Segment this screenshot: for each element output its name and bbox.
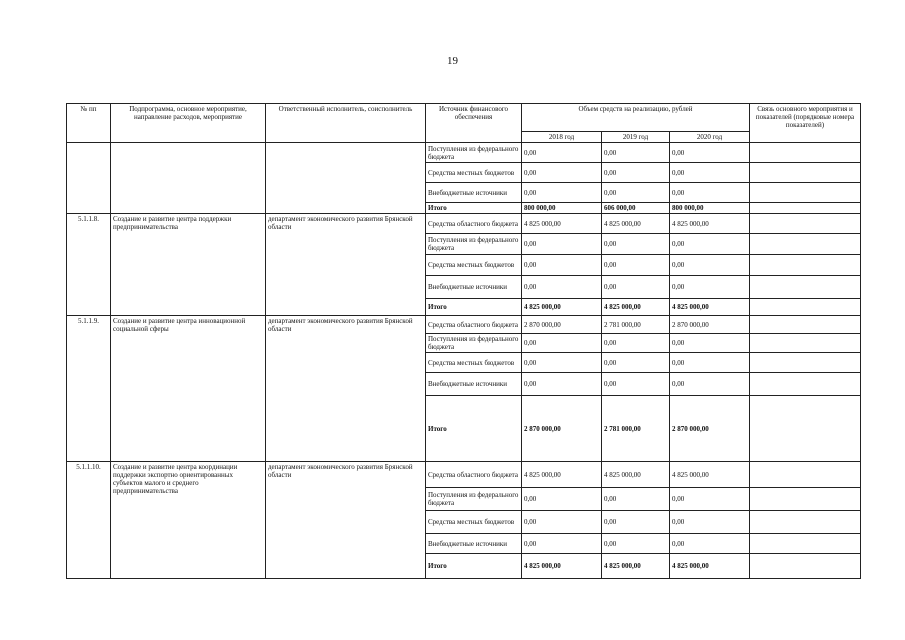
value-cell: 0,00 (522, 511, 602, 534)
program-cell (111, 143, 266, 214)
value-cell: 4 825 000,00 (670, 462, 750, 488)
value-cell: 0,00 (602, 183, 670, 203)
page-number: 19 (447, 55, 458, 67)
source-cell: Итого (426, 203, 522, 214)
value-cell: 0,00 (670, 534, 750, 554)
value-cell: 4 825 000,00 (670, 554, 750, 579)
value-cell: 0,00 (670, 511, 750, 534)
source-cell: Средства местных бюджетов (426, 353, 522, 373)
value-cell: 0,00 (522, 353, 602, 373)
link-cell (750, 299, 861, 316)
value-cell: 2 870 000,00 (670, 316, 750, 334)
value-cell: 0,00 (670, 353, 750, 373)
link-cell (750, 554, 861, 579)
header-year-2018: 2018 год (522, 132, 602, 143)
value-cell: 0,00 (522, 234, 602, 255)
value-cell: 0,00 (670, 276, 750, 299)
responsible-cell: департамент экономического развития Брянской области (266, 214, 426, 316)
value-cell: 0,00 (522, 183, 602, 203)
link-cell (750, 511, 861, 534)
value-cell: 2 781 000,00 (602, 396, 670, 462)
link-cell (750, 183, 861, 203)
value-cell: 4 825 000,00 (670, 299, 750, 316)
value-cell: 0,00 (602, 511, 670, 534)
value-cell: 0,00 (602, 334, 670, 353)
value-cell: 0,00 (602, 143, 670, 163)
value-cell: 0,00 (522, 534, 602, 554)
link-cell (750, 353, 861, 373)
value-cell: 2 870 000,00 (670, 396, 750, 462)
source-cell: Внебюджетные источники (426, 183, 522, 203)
header-volume: Объем средств на реализацию, рублей (522, 104, 750, 132)
value-cell: 0,00 (602, 234, 670, 255)
value-cell: 0,00 (670, 143, 750, 163)
header-link: Связь основного мероприятия и показателей (порядковые номера показателей) (750, 104, 861, 143)
source-cell: Итого (426, 396, 522, 462)
value-cell: 4 825 000,00 (602, 462, 670, 488)
value-cell: 0,00 (670, 183, 750, 203)
program-cell: Создание и развитие центра поддержки предпринимательства (111, 214, 266, 316)
value-cell: 0,00 (602, 255, 670, 276)
responsible-cell: департамент экономического развития Брянской области (266, 462, 426, 579)
link-cell (750, 234, 861, 255)
source-cell: Внебюджетные источники (426, 276, 522, 299)
value-cell: 2 870 000,00 (522, 396, 602, 462)
header-num: № пп (67, 104, 111, 143)
value-cell: 2 870 000,00 (522, 316, 602, 334)
source-cell: Поступления из федерального бюджета (426, 488, 522, 511)
num-cell: 5.1.1.8. (67, 214, 111, 316)
value-cell: 4 825 000,00 (602, 299, 670, 316)
header-source: Источник финансового обеспечения (426, 104, 522, 143)
value-cell: 4 825 000,00 (522, 214, 602, 234)
program-cell: Создание и развитие центра инновационной социальной сферы (111, 316, 266, 462)
program-cell: Создание и развитие центра координации поддержки экспортно ориентированных субъектов малого и среднего предпринимательства (111, 462, 266, 579)
source-cell: Итого (426, 299, 522, 316)
link-cell (750, 373, 861, 396)
responsible-cell: департамент экономического развития Брянской области (266, 316, 426, 462)
num-cell: 5.1.1.10. (67, 462, 111, 579)
value-cell: 4 825 000,00 (670, 214, 750, 234)
value-cell: 4 825 000,00 (522, 299, 602, 316)
header-responsible: Ответственный исполнитель, соисполнитель (266, 104, 426, 143)
value-cell: 0,00 (522, 163, 602, 183)
value-cell: 0,00 (670, 488, 750, 511)
value-cell: 0,00 (670, 163, 750, 183)
value-cell: 800 000,00 (670, 203, 750, 214)
link-cell (750, 143, 861, 163)
source-cell: Внебюджетные источники (426, 373, 522, 396)
value-cell: 0,00 (522, 373, 602, 396)
link-cell (750, 462, 861, 488)
value-cell: 0,00 (522, 255, 602, 276)
value-cell: 0,00 (602, 534, 670, 554)
value-cell: 2 781 000,00 (602, 316, 670, 334)
value-cell: 0,00 (602, 163, 670, 183)
source-cell: Внебюджетные источники (426, 534, 522, 554)
budget-table (66, 103, 861, 579)
value-cell: 0,00 (670, 373, 750, 396)
value-cell: 0,00 (522, 488, 602, 511)
source-cell: Средства местных бюджетов (426, 255, 522, 276)
table-row (67, 316, 861, 334)
value-cell: 4 825 000,00 (522, 554, 602, 579)
num-cell: 5.1.1.9. (67, 316, 111, 462)
value-cell: 0,00 (670, 234, 750, 255)
link-cell (750, 316, 861, 334)
value-cell: 0,00 (602, 353, 670, 373)
num-cell (67, 143, 111, 214)
source-cell: Итого (426, 554, 522, 579)
value-cell: 0,00 (522, 276, 602, 299)
source-cell: Поступления из федерального бюджета (426, 334, 522, 353)
link-cell (750, 396, 861, 462)
link-cell (750, 255, 861, 276)
source-cell: Средства областного бюджета (426, 316, 522, 334)
source-cell: Поступления из федерального бюджета (426, 143, 522, 163)
source-cell: Средства областного бюджета (426, 462, 522, 488)
value-cell: 0,00 (602, 276, 670, 299)
source-cell: Средства областного бюджета (426, 214, 522, 234)
link-cell (750, 163, 861, 183)
value-cell: 0,00 (522, 143, 602, 163)
value-cell: 4 825 000,00 (522, 462, 602, 488)
value-cell: 0,00 (602, 373, 670, 396)
source-cell: Поступления из федерального бюджета (426, 234, 522, 255)
value-cell: 4 825 000,00 (602, 554, 670, 579)
source-cell: Средства местных бюджетов (426, 163, 522, 183)
link-cell (750, 334, 861, 353)
link-cell (750, 276, 861, 299)
header-program: Подпрограмма, основное мероприятие, направление расходов, мероприятие (111, 104, 266, 143)
value-cell: 0,00 (602, 488, 670, 511)
table-row (67, 462, 861, 488)
responsible-cell (266, 143, 426, 214)
value-cell: 800 000,00 (522, 203, 602, 214)
link-cell (750, 488, 861, 511)
table-row (67, 143, 861, 163)
link-cell (750, 214, 861, 234)
value-cell: 606 000,00 (602, 203, 670, 214)
source-cell: Средства местных бюджетов (426, 511, 522, 534)
header-year-2019: 2019 год (602, 132, 670, 143)
table-row (67, 214, 861, 234)
value-cell: 0,00 (522, 334, 602, 353)
value-cell: 4 825 000,00 (602, 214, 670, 234)
value-cell: 0,00 (670, 255, 750, 276)
value-cell: 0,00 (670, 334, 750, 353)
header-year-2020: 2020 год (670, 132, 750, 143)
link-cell (750, 203, 861, 214)
link-cell (750, 534, 861, 554)
